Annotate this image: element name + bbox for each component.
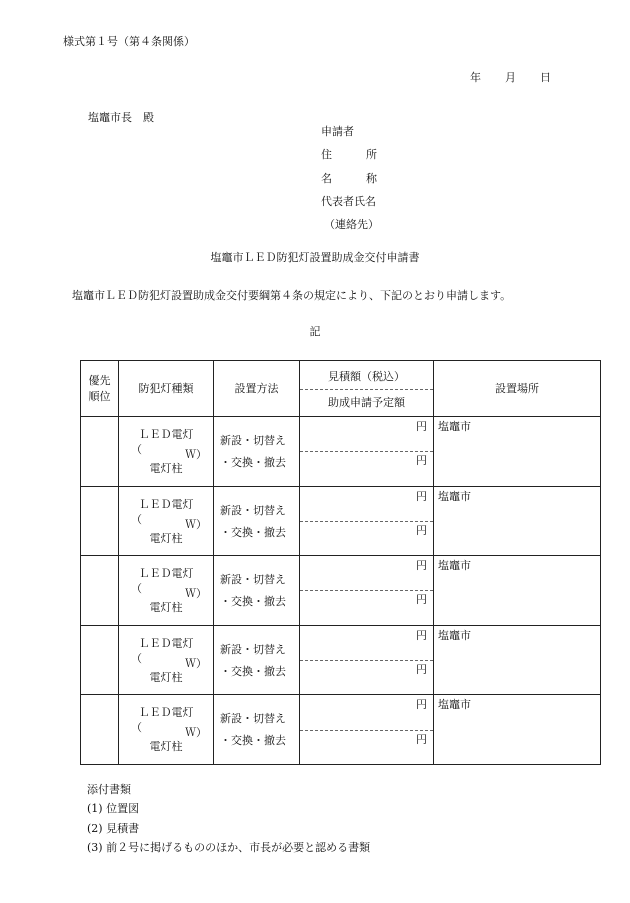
table-row [81,486,601,556]
table-row [81,695,601,765]
applicant-heading: 申請者 [321,125,354,138]
method-line2: ・交換・撤去 [220,595,286,609]
lamp-watt-open: （ [131,651,142,665]
method-line1: 新設・切替え [220,642,286,656]
document-title: 塩竈市ＬＥＤ防犯灯設置助成金交付申請書 [210,251,420,264]
lamp-line3: 電灯柱 [149,462,183,475]
priority-cell[interactable] [81,556,119,626]
lamp-type-cell [119,556,214,626]
lamp-watt-unit: Ｗ） [185,726,207,740]
header-subsidy: 助成申請予定額 [328,396,405,409]
lamp-type-cell [119,625,214,695]
estimate-yen: 円 [416,559,427,573]
applicant-address-label [321,149,379,172]
method-line1: 新設・切替え [220,573,286,587]
applicant-name-label [321,173,379,196]
lamp-type-cell [119,486,214,556]
amount-divider [300,590,433,591]
header-method: 設置方法 [214,361,300,417]
amount-cell[interactable] [300,625,434,695]
method-line2: ・交換・撤去 [220,734,286,748]
attachments [87,784,370,861]
attachments-heading: 添付書類 [87,783,131,796]
method-cell[interactable] [214,695,300,765]
header-location: 設置場所 [434,361,601,417]
location-cell[interactable] [434,556,601,626]
location-cell[interactable] [434,695,601,765]
applicant-contact-label: （連絡先） [324,218,379,232]
date-line [470,72,551,83]
method-line2: ・交換・撤去 [220,525,286,539]
attachment-item-3: (3) 前２号に掲げるもののほか、市長が必要と認める書類 [87,840,371,854]
lamp-line1: ＬＥＤ電灯 [138,428,194,441]
amount-divider [300,730,433,731]
applicant-representative-label: 代表者氏名 [321,194,376,208]
location-text: 塩竈市 [438,489,471,503]
method-line1: 新設・切替え [220,503,286,517]
location-cell[interactable] [434,417,601,487]
subsidy-yen: 円 [416,454,427,468]
lamp-line3: 電灯柱 [149,601,183,615]
location-text: 塩竈市 [438,559,471,573]
lamp-line1: ＬＥＤ電灯 [138,497,194,511]
location-text: 塩竈市 [438,420,471,433]
attachment-item-1: (1) 位置図 [87,802,140,816]
method-line2: ・交換・撤去 [220,664,286,678]
method-cell[interactable] [214,625,300,695]
addressee: 塩竈市長 殿 [88,111,154,124]
priority-cell[interactable] [81,695,119,765]
date-day-label: 日 [540,71,551,84]
table-row [81,417,601,487]
lamp-watt-unit: Ｗ） [185,656,207,670]
method-line2: ・交換・撤去 [220,456,286,469]
priority-cell[interactable] [81,625,119,695]
subsidy-yen: 円 [416,732,427,746]
intro-text: 塩竈市ＬＥＤ防犯灯設置助成金交付要綱第４条の規定により、下記のとおり申請します。 [72,289,512,302]
date-month-label: 月 [505,71,516,84]
table-header-row [81,361,601,417]
header-divider [300,389,433,390]
amount-divider [300,660,433,661]
header-priority: 優先順位 [81,361,119,417]
estimate-yen: 円 [416,628,427,642]
applicant-block [321,126,379,242]
location-text: 塩竈市 [438,698,471,712]
application-table [80,360,601,765]
method-cell[interactable] [214,486,300,556]
address-label-a: 住 [321,148,332,162]
lamp-type-cell [119,417,214,487]
amount-cell[interactable] [300,695,434,765]
amount-divider [300,451,433,452]
attachment-item-2: (2) 見積書 [87,821,140,835]
subsidy-yen: 円 [416,523,427,537]
priority-cell[interactable] [81,486,119,556]
header-estimate: 見積額（税込） [328,370,405,383]
estimate-yen: 円 [416,698,427,712]
date-year-label: 年 [470,71,481,84]
lamp-line3: 電灯柱 [149,740,183,754]
lamp-line1: ＬＥＤ電灯 [138,567,194,581]
lamp-line1: ＬＥＤ電灯 [138,636,194,650]
amount-cell[interactable] [300,486,434,556]
name-label-b: 称 [366,171,377,185]
lamp-type-cell [119,695,214,765]
location-cell[interactable] [434,625,601,695]
location-cell[interactable] [434,486,601,556]
priority-cell[interactable] [81,417,119,487]
header-amounts [300,361,434,417]
table-row [81,625,601,695]
lamp-watt-open: （ [131,582,142,596]
lamp-watt-unit: Ｗ） [185,517,207,531]
subsidy-yen: 円 [416,593,427,607]
lamp-watt-unit: Ｗ） [185,587,207,601]
location-text: 塩竈市 [438,628,471,642]
method-line1: 新設・切替え [220,434,286,447]
lamp-watt-unit: Ｗ） [185,448,207,461]
estimate-yen: 円 [416,420,427,433]
ki-heading: 記 [309,325,321,338]
method-cell[interactable] [214,556,300,626]
name-label-a: 名 [321,171,332,185]
lamp-line1: ＬＥＤ電灯 [138,706,194,720]
header-lamp-type: 防犯灯種類 [119,361,214,417]
table-row [81,556,601,626]
method-cell[interactable] [214,417,300,487]
amount-cell[interactable] [300,556,434,626]
lamp-watt-open: （ [131,721,142,735]
address-label-b: 所 [366,148,377,162]
lamp-watt-open: （ [131,512,142,526]
amount-divider [300,521,433,522]
lamp-line3: 電灯柱 [149,670,183,684]
estimate-yen: 円 [416,489,427,503]
lamp-line3: 電灯柱 [149,531,183,545]
lamp-watt-open: （ [131,443,142,456]
subsidy-yen: 円 [416,663,427,677]
amount-cell[interactable] [300,417,434,487]
method-line1: 新設・切替え [220,712,286,726]
form-number: 様式第１号（第４条関係） [63,35,195,48]
